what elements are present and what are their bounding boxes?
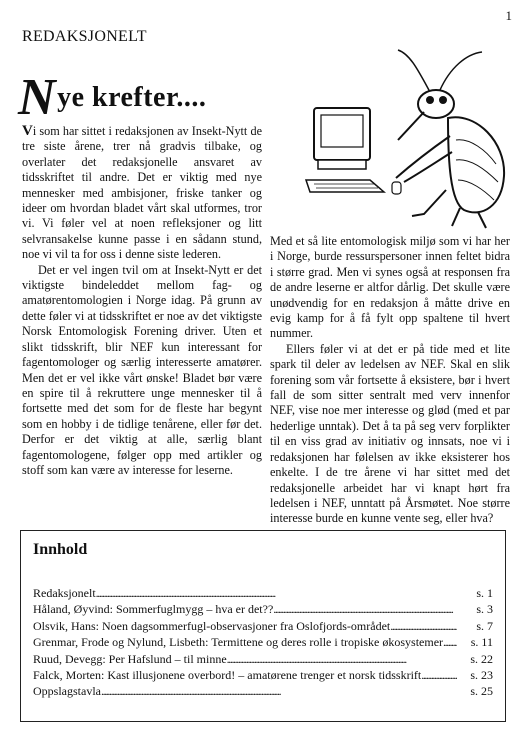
headline-dropcap: N [18, 69, 57, 126]
toc-entry: Ruud, Devegg: Per Hafslund – til minne . . . s. 22 [33, 651, 493, 667]
toc-entry: Redaksjonelt . . . s. 1 [33, 585, 493, 601]
toc-entry: Falck, Morten: Kast illusjonene overbord! – amatørene trenger et norsk tidsskrift . . . s. 23 [33, 667, 493, 683]
mouse [392, 182, 401, 194]
toc-entry: Olsvik, Hans: Noen dagsommerfugl-observasjoner fra Oslofjords-området . . . s. 7 [33, 618, 493, 634]
computer-monitor [314, 108, 370, 160]
toc-entry: Håland, Øyvind: Sommerfuglmygg – hva er det?? . . . s. 3 [33, 601, 493, 617]
left-column [22, 124, 262, 478]
section-label: REDAKSJONELT [22, 28, 147, 45]
toc-title: Innhold [33, 541, 88, 558]
insect-computer-illustration [300, 40, 520, 230]
table-of-contents [20, 530, 506, 722]
toc-entry: Oppslagstavla . . . s. 25 [33, 683, 493, 699]
page-number: 1 [505, 8, 512, 23]
paragraph: Med et så lite entomologisk miljø som vi har her i Norge, burde ressurspersoner innen feltet bidra i større grad. Men vi synes også at responsen fra de andre leserne er altfor dårlig. Det skulle være unødvendig for en redaksjon å måtte drive en evig kamp for å få fylt opp spaltene til hvert nummer. [270, 234, 510, 341]
paragraph: Ellers føler vi at det er på tide med et lite spark til deler av ledelsen av NEF. Skal en slik forening som vår fortsette å eksistere, bør i hvert fall de som sitter sentralt med verv innenfor NEF, vise noe mer interesse og glød (med et par hederlige unntak). Det å ta på seg verv forplikter til en viss grad av initiativ og innsats, noe vi i redaksjonen har følelsen av ikke eksisterer hos enkelte. I de tre årene vi har sittet med det redaksjonelle arbeidet har vi knapt hørt fra ledelsen i NEF, unntatt på Årsmøtet. Noe større interesse burde en kunne vente seg, eller hva? [270, 341, 510, 526]
keyboard [306, 180, 384, 192]
paragraph: Vi som har sittet i redaksjonen av Insekt-Nytt de tre siste årene, trer nå gradvis tilbake, og overlater det redaksjonelle ansvaret av tidsskriftet til andre. Det er viktig med nye mennesker med ambisjoner, friske tanker og ideer om hvordan bladet vårt skal utformes, tror vi. Vi føler vel at noen refleksjoner og litt selvransakelse kunne passe i en sådann stund, noe vi vil ta for oss i denne siste lederen. [22, 123, 262, 262]
right-column [270, 234, 510, 527]
headline [18, 69, 207, 126]
paragraph: Det er vel ingen tvil om at Insekt-Nytt er det viktigste bindeleddet mellom fag- og amatørentomologien i Norge idag. På grunn av dette føler vi at tidsskriftet er noe av det viktigste Norsk Entomologisk Forening driver. Uten et slikt tidsskrift, blir NEF kun interessant for fagentomologer og særlig interesserte amatører. Men det er vel ikke vårt ønske! Bladet bør være en spire til å rekruttere unge mennesker til å fortsette med det som for de fleste har begynt som en hobby i de tidlige tenårene, eller før det. Derfor er det viktig at alle, særlig blant fagentomologene, følger opp med artikler og stoff som kan være av interesse for leserne. [22, 262, 262, 477]
toc-list [33, 585, 493, 700]
headline-text: ye krefter.... [57, 82, 207, 113]
toc-entry: Grenmar, Frode og Nylund, Lisbeth: Termittene og deres rolle i tropiske økosystemer . . . s. 11 [33, 634, 493, 650]
